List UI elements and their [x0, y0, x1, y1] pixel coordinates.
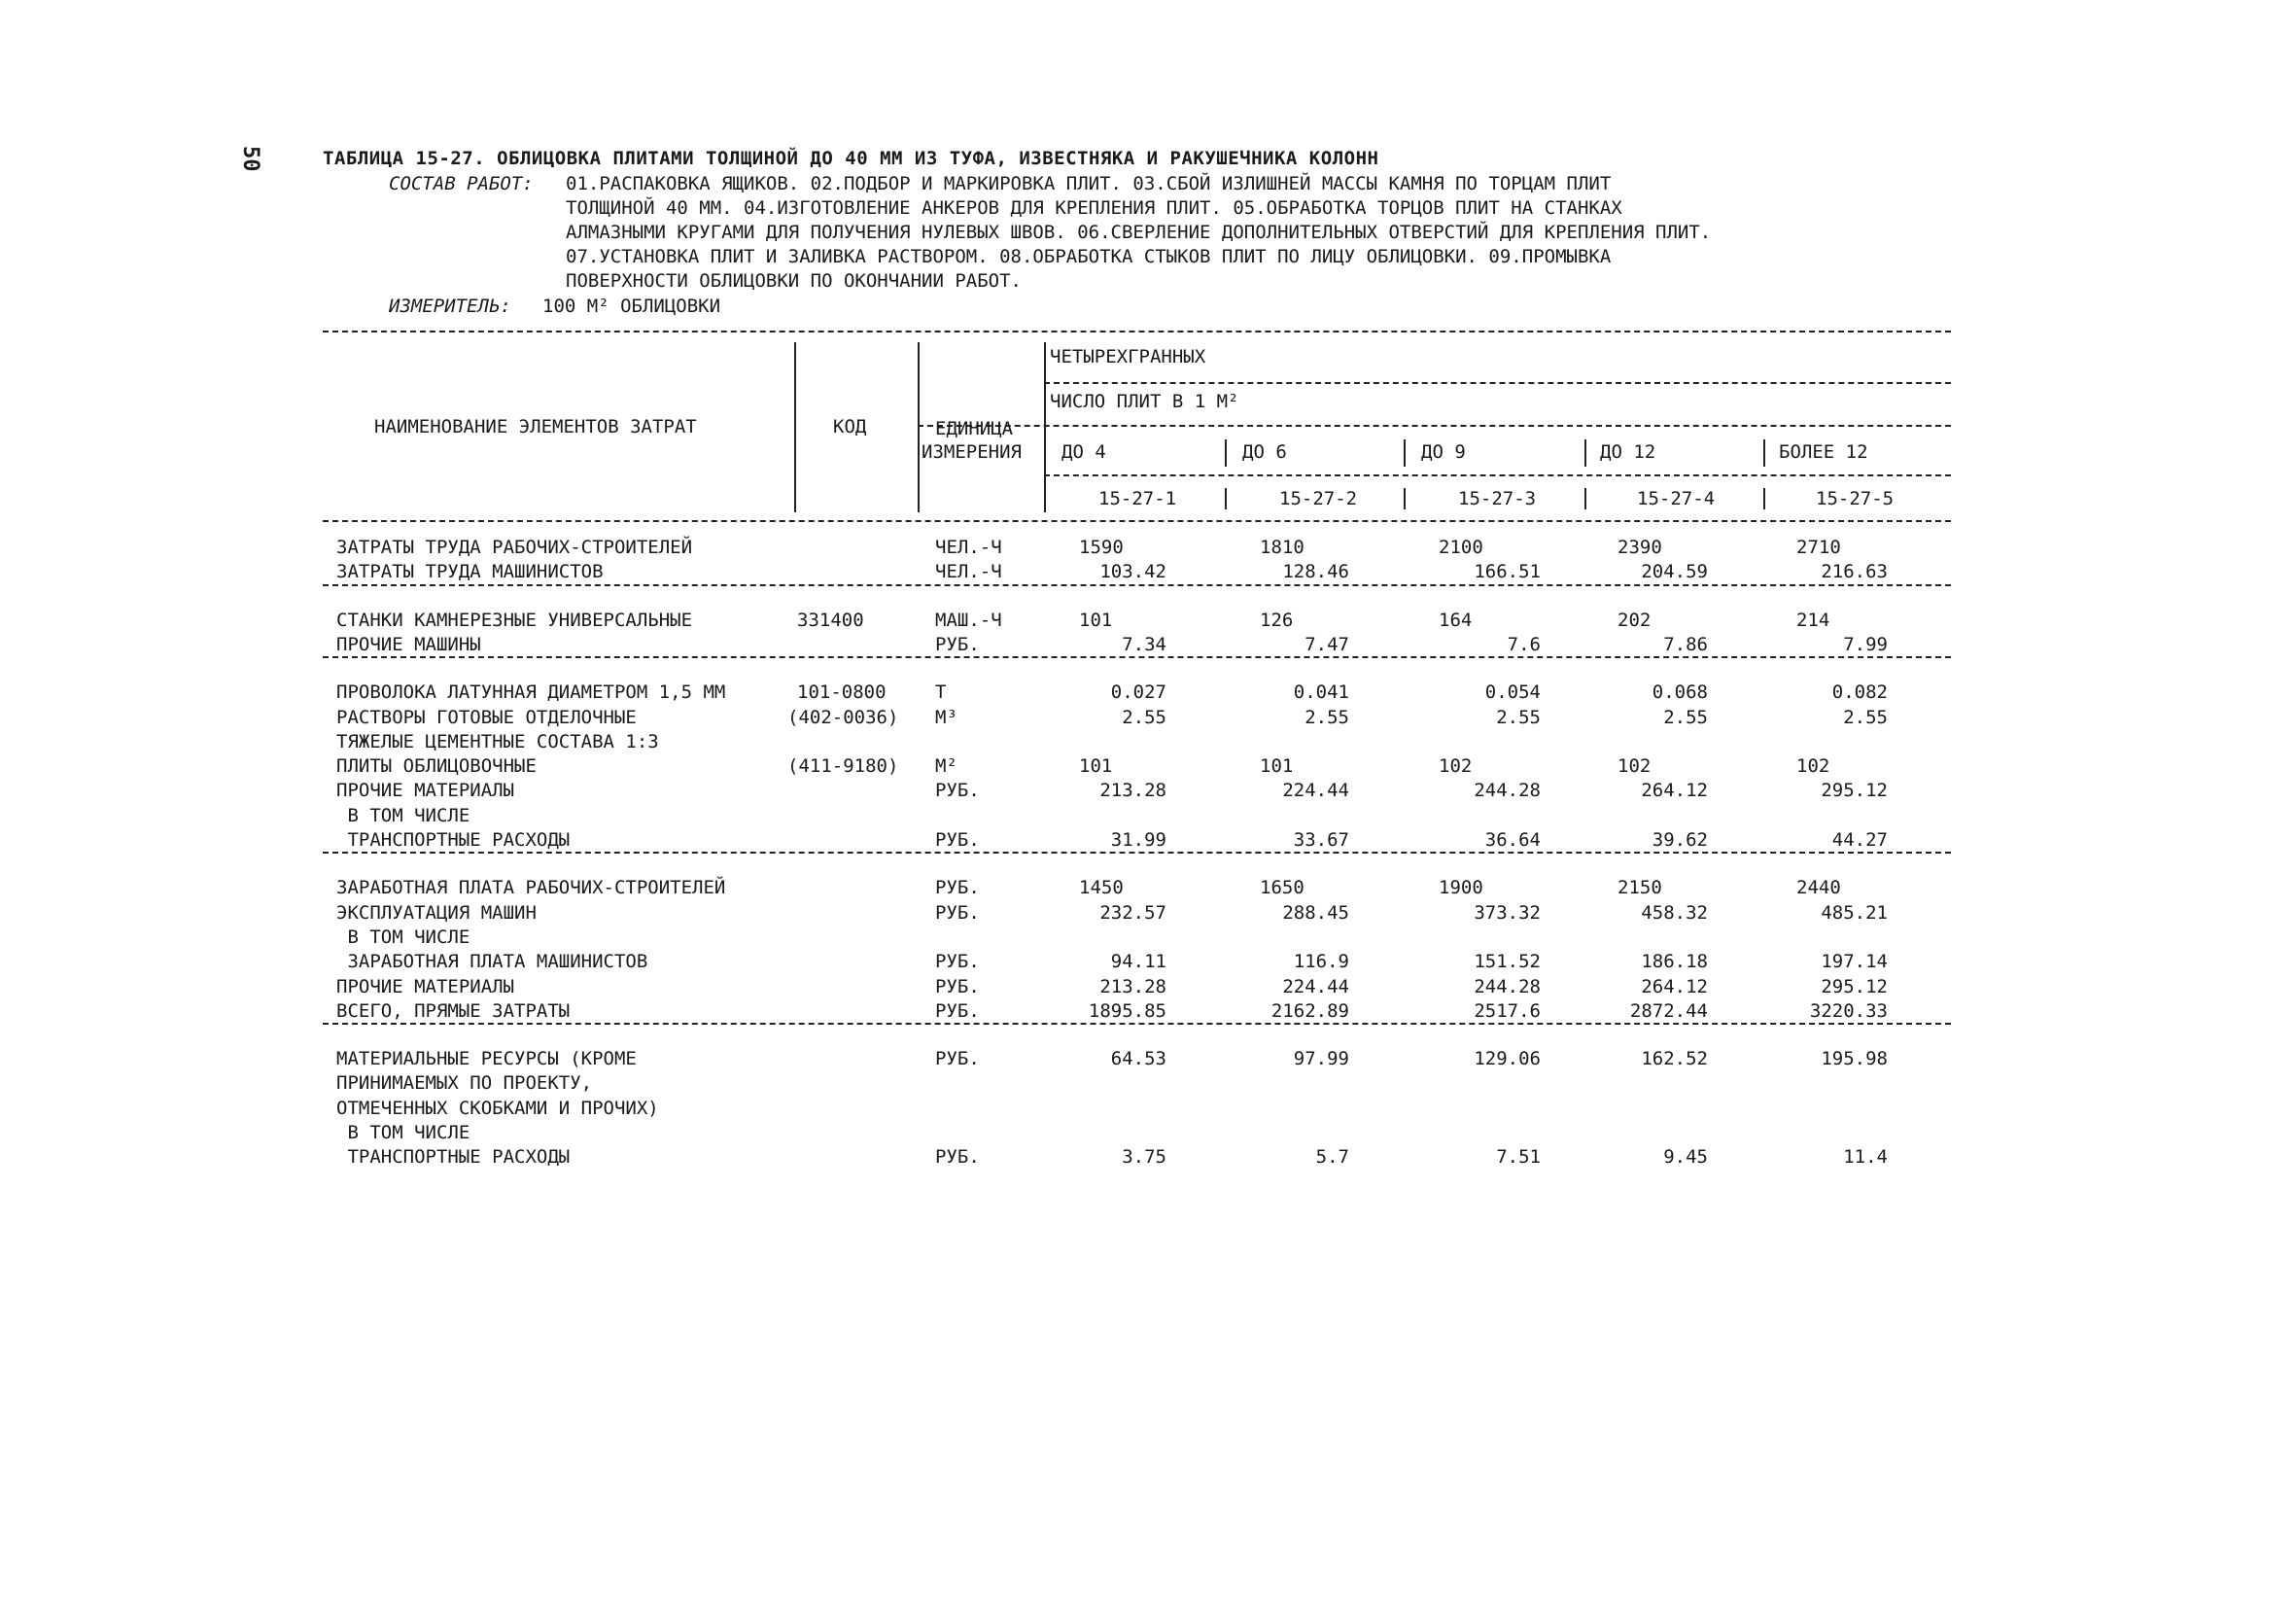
row-value: 216.63: [1821, 561, 1888, 583]
section-rule: [323, 1023, 1951, 1025]
row-value: 288.45: [1282, 901, 1349, 924]
header-unit-col: ИЗМЕРЕНИЯ: [922, 441, 1022, 463]
row-value: 264.12: [1641, 975, 1708, 997]
row-name: ЗАТРАТЫ ТРУДА РАБОЧИХ-СТРОИТЕЛЕЙ: [336, 537, 693, 558]
row-value: 101: [1260, 755, 1294, 778]
row-name: В ТОМ ЧИСЛЕ: [336, 926, 470, 948]
row-value: 101: [1079, 755, 1113, 778]
row-value: 103.42: [1099, 561, 1166, 583]
row-value: 11.4: [1843, 1146, 1888, 1169]
row-value: 2.55: [1496, 706, 1541, 728]
row-value: 2.55: [1663, 706, 1708, 728]
range-divider: [1584, 439, 1586, 467]
row-name: ПРОЧИЕ МАШИНЫ: [336, 633, 481, 655]
range-divider: [1404, 439, 1406, 467]
row-unit: РУБ.: [935, 633, 980, 655]
row-value: 2.55: [1843, 706, 1888, 728]
row-value: 2.55: [1122, 706, 1166, 728]
row-value: 0.041: [1293, 682, 1349, 704]
row-name: ПЛИТЫ ОБЛИЦОВОЧНЫЕ: [336, 755, 537, 778]
code-label: 15-27-5: [1816, 488, 1895, 509]
code-label: 15-27-2: [1279, 488, 1358, 509]
row-value: 97.99: [1293, 1048, 1349, 1070]
row-value: 129.06: [1474, 1048, 1541, 1070]
row-value: 102: [1796, 755, 1830, 778]
row-unit: РУБ.: [935, 999, 980, 1022]
row-value: 214: [1796, 609, 1830, 631]
row-value: 2100: [1439, 537, 1483, 558]
work-line: ТОЛЩИНОЙ 40 ММ. 04.ИЗГОТОВЛЕНИЕ АНКЕРОВ ДЛЯ КРЕПЛЕНИЯ ПЛИТ. 05.ОБРАБОТКА ТОРЦОВ ПЛИТ НА СТАНКАХ: [566, 197, 1622, 219]
range-label: ДО 6: [1242, 441, 1287, 463]
row-code: 331400: [797, 609, 864, 631]
row-name: ТРАНСПОРТНЫЕ РАСХОДЫ: [336, 829, 571, 851]
row-value: 2150: [1618, 877, 1662, 899]
row-value: 0.027: [1110, 682, 1166, 704]
header-rule: [918, 425, 1951, 427]
header-bottom-rule: [323, 520, 1951, 522]
row-value: 102: [1618, 755, 1652, 778]
row-unit: М²: [935, 755, 957, 778]
row-value: 373.32: [1474, 901, 1541, 924]
row-unit: МАШ.-Ч: [935, 609, 1002, 631]
header-group-2: ЧИСЛО ПЛИТ В 1 М²: [1050, 391, 1239, 412]
row-value: 44.27: [1831, 829, 1888, 851]
row-value: 116.9: [1293, 951, 1349, 973]
page-number: 50: [238, 146, 262, 172]
row-unit: ЧЕЛ.-Ч: [935, 537, 1002, 558]
header-divider: [1044, 342, 1046, 512]
meter-label: ИЗМЕРИТЕЛЬ:: [389, 296, 511, 317]
row-value: 9.45: [1663, 1146, 1708, 1169]
row-value: 101: [1079, 609, 1113, 631]
row-value: 102: [1439, 755, 1473, 778]
section-rule: [323, 656, 1951, 658]
row-value: 244.28: [1474, 975, 1541, 997]
row-value: 0.054: [1484, 682, 1541, 704]
row-value: 164: [1439, 609, 1473, 631]
row-value: 213.28: [1099, 780, 1166, 802]
code-label: 15-27-3: [1458, 488, 1537, 509]
row-name: ЗАТРАТЫ ТРУДА МАШИНИСТОВ: [336, 561, 604, 583]
row-value: 7.51: [1496, 1146, 1541, 1169]
row-value: 0.082: [1831, 682, 1888, 704]
row-value: 295.12: [1821, 780, 1888, 802]
code-divider: [1584, 488, 1586, 509]
row-value: 128.46: [1282, 561, 1349, 583]
row-value: 7.6: [1507, 633, 1541, 655]
work-line: АЛМАЗНЫМИ КРУГАМИ ДЛЯ ПОЛУЧЕНИЯ НУЛЕВЫХ ШВОВ. 06.СВЕРЛЕНИЕ ДОПОЛНИТЕЛЬНЫХ ОТВЕРСТИЙ ДЛЯ КРЕПЛЕНИЯ ПЛИТ.: [566, 222, 1712, 243]
row-value: 5.7: [1315, 1146, 1349, 1169]
section-rule: [323, 584, 1951, 586]
row-value: 166.51: [1474, 561, 1541, 583]
row-value: 0.068: [1652, 682, 1708, 704]
row-unit: РУБ.: [935, 951, 980, 973]
row-value: 244.28: [1474, 780, 1541, 802]
row-value: 39.62: [1652, 829, 1708, 851]
row-value: 3220.33: [1809, 999, 1888, 1022]
row-value: 126: [1260, 609, 1294, 631]
range-label: ДО 12: [1600, 441, 1656, 463]
row-value: 2872.44: [1629, 999, 1708, 1022]
row-value: 2710: [1796, 537, 1841, 558]
code-divider: [1225, 488, 1227, 509]
row-value: 264.12: [1641, 780, 1708, 802]
row-value: 2162.89: [1270, 999, 1349, 1022]
range-divider: [1763, 439, 1765, 467]
work-line: 01.РАСПАКОВКА ЯЩИКОВ. 02.ПОДБОР И МАРКИРОВКА ПЛИТ. 03.СБОЙ ИЗЛИШНЕЙ МАССЫ КАМНЯ ПО ТОРЦАМ ПЛИТ: [566, 173, 1612, 194]
row-value: 1810: [1260, 537, 1305, 558]
meter-value: 100 М² ОБЛИЦОВКИ: [542, 296, 721, 317]
range-divider: [1225, 439, 1227, 467]
row-value: 33.67: [1293, 829, 1349, 851]
row-name: ПРИНИМАЕМЫХ ПО ПРОЕКТУ,: [336, 1072, 593, 1095]
row-value: 1895.85: [1088, 999, 1166, 1022]
row-value: 2.55: [1305, 706, 1349, 728]
row-unit: РУБ.: [935, 829, 980, 851]
row-unit: РУБ.: [935, 901, 980, 924]
header-name-col: НАИМЕНОВАНИЕ ЭЛЕМЕНТОВ ЗАТРАТ: [374, 416, 697, 437]
row-name: ЗАРАБОТНАЯ ПЛАТА РАБОЧИХ-СТРОИТЕЛЕЙ: [336, 877, 726, 899]
row-name: В ТОМ ЧИСЛЕ: [336, 804, 470, 826]
row-unit: М³: [935, 706, 957, 728]
header-rule: [1044, 474, 1951, 476]
code-label: 15-27-4: [1637, 488, 1716, 509]
row-name: ОТМЕЧЕННЫХ СКОБКАМИ И ПРОЧИХ): [336, 1097, 659, 1119]
row-value: 202: [1618, 609, 1652, 631]
row-name: МАТЕРИАЛЬНЫЕ РЕСУРСЫ (КРОМЕ: [336, 1048, 637, 1070]
row-value: 485.21: [1821, 901, 1888, 924]
code-divider: [1404, 488, 1406, 509]
row-unit: РУБ.: [935, 975, 980, 997]
row-value: 31.99: [1110, 829, 1166, 851]
row-unit: ЧЕЛ.-Ч: [935, 561, 1002, 583]
row-unit: Т: [935, 682, 947, 704]
row-value: 295.12: [1821, 975, 1888, 997]
work-line: ПОВЕРХНОСТИ ОБЛИЦОВКИ ПО ОКОНЧАНИИ РАБОТ.: [566, 270, 1022, 292]
range-label: ДО 4: [1061, 441, 1106, 463]
row-name: ТЯЖЕЛЫЕ ЦЕМЕНТНЫЕ СОСТАВА 1:3: [336, 730, 659, 752]
row-value: 7.86: [1663, 633, 1708, 655]
range-label: БОЛЕЕ 12: [1779, 441, 1868, 463]
row-value: 224.44: [1282, 780, 1349, 802]
header-code-col: КОД: [833, 416, 867, 437]
row-name: СТАНКИ КАМНЕРЕЗНЫЕ УНИВЕРСАЛЬНЫЕ: [336, 609, 693, 631]
row-name: ЭКСПЛУАТАЦИЯ МАШИН: [336, 901, 537, 924]
row-name: ЗАРАБОТНАЯ ПЛАТА МАШИНИСТОВ: [336, 951, 648, 973]
section-rule: [323, 852, 1951, 854]
header-group-1: ЧЕТЫРЕХГРАННЫХ: [1050, 346, 1206, 367]
row-unit: РУБ.: [935, 1048, 980, 1070]
row-value: 204.59: [1641, 561, 1708, 583]
header-rule: [1044, 382, 1951, 384]
row-value: 1650: [1260, 877, 1305, 899]
range-label: ДО 9: [1421, 441, 1466, 463]
row-name: ПРОВОЛОКА ЛАТУННАЯ ДИАМЕТРОМ 1,5 ММ: [336, 682, 726, 704]
row-value: 64.53: [1110, 1048, 1166, 1070]
row-name: ПРОЧИЕ МАТЕРИАЛЫ: [336, 975, 515, 997]
code-label: 15-27-1: [1098, 488, 1177, 509]
row-value: 1450: [1079, 877, 1124, 899]
row-value: 2390: [1618, 537, 1662, 558]
row-value: 7.34: [1122, 633, 1166, 655]
header-divider: [918, 342, 920, 512]
row-value: 94.11: [1110, 951, 1166, 973]
row-value: 3.75: [1122, 1146, 1166, 1169]
row-unit: РУБ.: [935, 1146, 980, 1169]
header-divider: [794, 342, 796, 512]
header-unit-col: ЕДИНИЦА: [935, 418, 1014, 439]
row-value: 7.47: [1305, 633, 1349, 655]
row-value: 197.14: [1821, 951, 1888, 973]
row-name: РАСТВОРЫ ГОТОВЫЕ ОТДЕЛОЧНЫЕ: [336, 706, 637, 728]
row-value: 224.44: [1282, 975, 1349, 997]
row-code: (402-0036): [787, 706, 899, 728]
row-value: 7.99: [1843, 633, 1888, 655]
work-label: СОСТАВ РАБОТ:: [389, 173, 534, 194]
row-name: ПРОЧИЕ МАТЕРИАЛЫ: [336, 780, 515, 802]
row-value: 2517.6: [1474, 999, 1541, 1022]
row-value: 1900: [1439, 877, 1483, 899]
row-unit: РУБ.: [935, 877, 980, 899]
row-name: ТРАНСПОРТНЫЕ РАСХОДЫ: [336, 1146, 571, 1169]
row-code: 101-0800: [797, 682, 887, 704]
table-title: ТАБЛИЦА 15-27. ОБЛИЦОВКА ПЛИТАМИ ТОЛЩИНОЙ ДО 40 ММ ИЗ ТУФА, ИЗВЕСТНЯКА И РАКУШЕЧНИКА КОЛОНН: [323, 148, 1379, 169]
row-value: 213.28: [1099, 975, 1166, 997]
row-code: (411-9180): [787, 755, 899, 778]
row-name: ВСЕГО, ПРЯМЫЕ ЗАТРАТЫ: [336, 999, 571, 1022]
row-name: В ТОМ ЧИСЛЕ: [336, 1122, 470, 1143]
row-value: 162.52: [1641, 1048, 1708, 1070]
work-line: 07.УСТАНОВКА ПЛИТ И ЗАЛИВКА РАСТВОРОМ. 08.ОБРАБОТКА СТЫКОВ ПЛИТ ПО ЛИЦУ ОБЛИЦОВКИ. 09.ПРОМЫВКА: [566, 246, 1612, 267]
row-value: 458.32: [1641, 901, 1708, 924]
row-value: 2440: [1796, 877, 1841, 899]
row-unit: РУБ.: [935, 780, 980, 802]
row-value: 195.98: [1821, 1048, 1888, 1070]
row-value: 186.18: [1641, 951, 1708, 973]
code-divider: [1763, 488, 1765, 509]
row-value: 36.64: [1484, 829, 1541, 851]
row-value: 1590: [1079, 537, 1124, 558]
table-top-rule: [323, 331, 1951, 332]
row-value: 151.52: [1474, 951, 1541, 973]
row-value: 232.57: [1099, 901, 1166, 924]
